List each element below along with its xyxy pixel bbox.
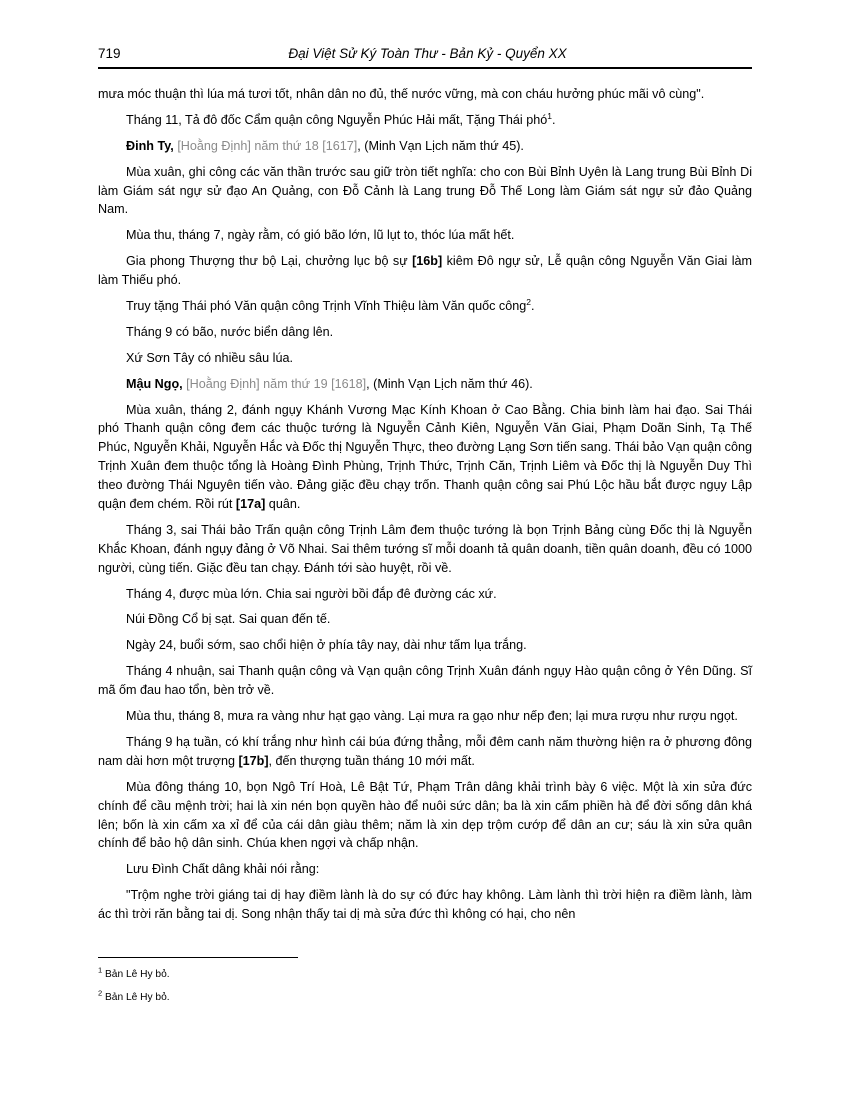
footnote-number: 2: [98, 988, 103, 998]
footnotes-area: [98, 957, 752, 1015]
footnote-1: $^1$ Bản Lê Hy bỏ.: [98, 965, 170, 980]
footnote-number: 1: [98, 965, 103, 975]
footnote-ref-1: 1: [547, 110, 552, 121]
header-divider: [98, 67, 752, 69]
paragraph-16: Tháng 4 nhuận, sai Thanh quận công và Vạn quận công Trịnh Xuân đánh ngụy Hào quận công ở Yên Dũng. Sĩ mã ốm đau hao tổn, bèn trở về.: [98, 664, 752, 698]
footnote-ref-2: 2: [526, 296, 531, 307]
paragraph-8: Tháng 9 có bão, nước biển dâng lên.: [126, 324, 334, 339]
paragraph-7: Truy tặng Thái phó Văn quận công Trịnh Vĩnh Thiệu làm Văn quốc công$^2$.: [126, 296, 535, 314]
paragraph-9: Xứ Sơn Tây có nhiều sâu lúa.: [126, 350, 293, 365]
paragraph-year-dinh-ty: Đinh Ty, [Hoằng Định] năm thứ 18 [1617], (Minh Vạn Lịch năm thứ 45).: [126, 138, 524, 153]
paragraph-year-mau-ngo: Mậu Ngọ, [Hoằng Định] năm thứ 19 [1618], (Minh Vạn Lịch năm thứ 46).: [126, 376, 533, 391]
paragraph-17: Mùa thu, tháng 8, mưa ra vàng như hạt gạo vàng. Lại mưa ra gạo như nếp đen; lại mưa rượu như rượu ngọt.: [126, 709, 738, 724]
paragraph-12: Tháng 3, sai Thái bảo Trấn quận công Trịnh Lâm đem thuộc tướng là bọn Trịnh Bảng cùng Đốc thị là Nguyễn Khắc Khoan, đánh ngụy đảng ở Võ Nhai. Sai thêm tướng sĩ mỗi doanh tả quân doanh, tiền quân doanh, đều có 1000 người, cùng tiến. Giặc đều tan chạy. Đánh tới sào huyệt, rồi về.: [98, 522, 752, 575]
paragraph-18: Tháng 9 hạ tuần, có khí trắng như hình cái búa đứng thẳng, mỗi đêm canh năm thường hiện ra ở phương đông nam dài hơn một trượng [17b], đến thượng tuần tháng 10 mới mất.: [98, 734, 752, 768]
paragraph-2: Tháng 11, Tả đô đốc Cẩm quận công Nguyễn Phúc Hải mất, Tặng Thái phó$^1$.: [126, 110, 556, 127]
year-reign-note: [Hoằng Định] năm thứ 18 [1617]: [177, 138, 358, 153]
paragraph-14: Núi Đồng Cổ bị sạt. Sai quan đến tế.: [126, 612, 331, 627]
year-reign-note: [Hoằng Định] năm thứ 19 [1618]: [186, 376, 367, 391]
footnote-2: $^2$ Bản Lê Hy bỏ.: [98, 988, 170, 1003]
folio-marker-16b: [16b]: [412, 254, 443, 269]
folio-marker-17a: [17a]: [235, 497, 266, 512]
paragraph-4: Mùa xuân, ghi công các văn thần trước sau giữ tròn tiết nghĩa: cho con Bùi Bỉnh Uyên là Lang trung Bùi Bỉnh Di làm Giám sát ngự sử đạo An Quảng, con Đỗ Cảnh là Lang trung Đỗ Thế Long làm Giám sát ngự sử đảo Quảng Nam.: [98, 164, 752, 217]
folio-marker-17b: [17b]: [238, 753, 269, 768]
paragraph-21: "Trộm nghe trời giáng tai dị hay điềm lành là do sự có đức hay không. Làm lành thì trời hiện ra điềm lành, làm ác thì trời răn bằng tai dị. Song nhận thấy tai dị mà sửa đức thì không có hại, cho nên: [98, 888, 752, 922]
year-label: Mậu Ngọ,: [126, 376, 183, 391]
footnote-divider: [98, 957, 298, 958]
paragraph-11: Mùa xuân, tháng 2, đánh ngụy Khánh Vương Mạc Kính Khoan ở Cao Bằng. Chia binh làm hai đạo. Sai Thái phó Thanh quận công đem các thuộc tướng là Nguyễn Cảnh Kiên, Nguyễn Văn Giai, Phạm Doãn Sinh, Tạ Thế Phúc, Nguyễn Khải, Nguyễn Hắc và Đốc thị Nguyễn Thực, theo đường Lạng Sơn tiến sang. Thái bảo Vạn quận công Trịnh Xuân đem thuộc tổng là Hoàng Đình Phùng, Trịnh Thức, Trịnh Căn, Trịnh Liêm và Đốc thị là Nguyễn Duy Thì theo đường Thái Nguyên tiến vào. Đảng giặc đều chạy trốn. Thanh quận công sai Phú Lộc hầu bắt được ngụy Lập quận đem chém. Rồi rút [17a] quân.: [98, 402, 752, 512]
paragraph-20: Lưu Đình Chất dâng khải nói rằng:: [126, 862, 320, 877]
paragraph-5: Mùa thu, tháng 7, ngày rằm, có gió bão lớn, lũ lụt to, thóc lúa mất hết.: [126, 228, 515, 243]
paragraph-1: mưa móc thuận thì lúa má tươi tốt, nhân dân no đủ, thế nước vững, mà con cháu hưởng phúc mãi vô cùng".: [98, 87, 705, 101]
running-title: Đại Việt Sử Ký Toàn Thư - Bản Kỷ - Quyển XX: [288, 46, 567, 61]
page-number: 719: [98, 46, 121, 61]
paragraph-6: Gia phong Thượng thư bộ Lại, chưởng lục bộ sự [16b] kiêm Đô ngự sử, Lễ quận công Nguyễn Văn Giai làm làm Thiếu phó.: [98, 254, 752, 288]
paragraph-19: Mùa đông tháng 10, bọn Ngô Trí Hoà, Lê Bật Tứ, Phạm Trân dâng khải trình bày 6 việc. Một là xin sửa đức chính để cầu mệnh trời; hai là xin nén bọn quyền hào để nuôi sức dân; ba là xin cấm phiền hà để đời sống dân khá lên; bốn là xin cấm xa xỉ để của cái dân giàu thêm; năm là xin dẹp trộm cướp để dân an cư; sáu là xin sửa quân chính để bảo hộ dân sinh. Chúa khen ngợi và chấp nhận.: [98, 779, 752, 851]
paragraph-15: Ngày 24, buổi sớm, sao chổi hiện ở phía tây nay, dài như tấm lụa trắng.: [126, 638, 527, 653]
page-header: [98, 46, 752, 67]
paragraph-13: Tháng 4, được mùa lớn. Chia sai người bồi đắp đê đường các xứ.: [126, 586, 497, 601]
year-label: Đinh Ty,: [126, 138, 174, 153]
body-text: [98, 85, 752, 924]
